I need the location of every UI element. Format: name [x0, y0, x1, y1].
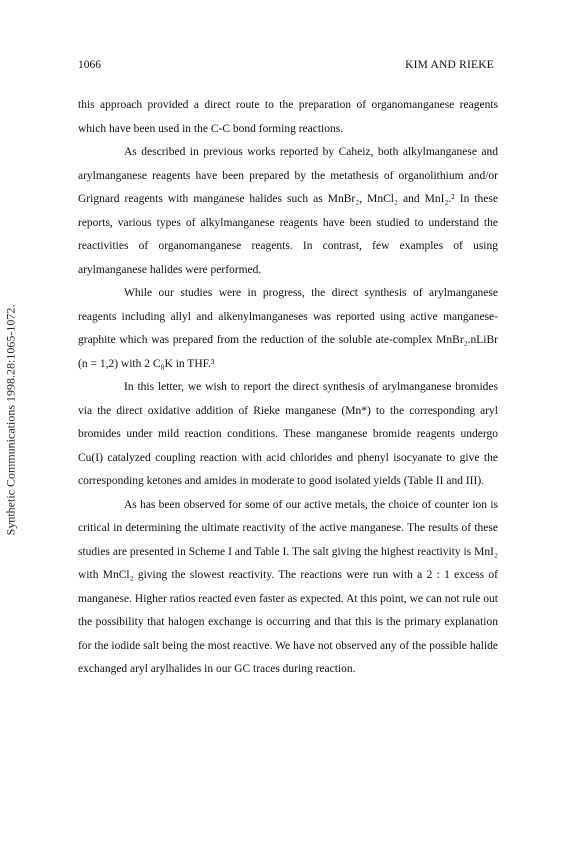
running-head: KIM AND RIEKE	[405, 59, 494, 71]
paragraph-4: In this letter, we wish to report the direct synthesis of arylmanganese bromides via the direct oxidative addition of Rieke manganese (Mn*) to the corresponding aryl bromides under mild reaction conditions. These manganese bromide reagents undergo Cu(I) catalyzed coupling reaction with acid chlorides and phenyl isocyanate to give the corresponding ketones and amides in moderate to good isolated yields (Table II and III).	[78, 381, 498, 487]
paragraph-5: As has been observed for some of our active metals, the choice of counter ion is critical in determining the ultimate reactivity of the active manganese. The results of these studies are presented in Scheme I and Table I. The salt giving the highest reactivity is MnI₂ with MnCl₂ giving the slowest reactivity. The reactions were run with a 2 : 1 excess of manganese. Higher ratios reacted even faster as expected. At this point, we can not rule out the possibility that halogen exchange is occurring and that this is the primary explanation for the iodide salt being the most reactive. We have not observed any of the possible halide exchanged aryl arylhalides in our GC traces during reaction.	[78, 498, 498, 675]
body-text	[78, 94, 498, 682]
paragraph-1: this approach provided a direct route to the preparation of organomanganese reagents which have been used in the C-C bond forming reactions.	[78, 99, 498, 135]
paragraph-3: While our studies were in progress, the direct synthesis of arylmanganese reagents including allyl and alkenylmanganeses was reported using active manganese-graphite which was prepared from the reduction of the soluble ate-complex MnBr₂.nLiBr (n = 1,2) with 2 C₈K in THF.³	[78, 287, 498, 370]
page-number: 1066	[78, 59, 101, 71]
margin-note-text: Synthetic Communications 1998.28:1065-1072.	[3, 304, 18, 536]
page-header	[78, 59, 494, 75]
margin-note	[0, 240, 22, 600]
paragraph-2: As described in previous works reported by Caheiz, both alkylmanganese and arylmanganese reagents have been prepared by the metathesis of organolithium and/or Grignard reagents with manganese halides such as MnBr₂, MnCl₂ and MnI₂.² In these reports, various types of alkylmanganese reagents have been studied to understand the reactivities of organomanganese reagents. In contrast, few examples of using arylmanganese halides were performed.	[78, 146, 498, 276]
